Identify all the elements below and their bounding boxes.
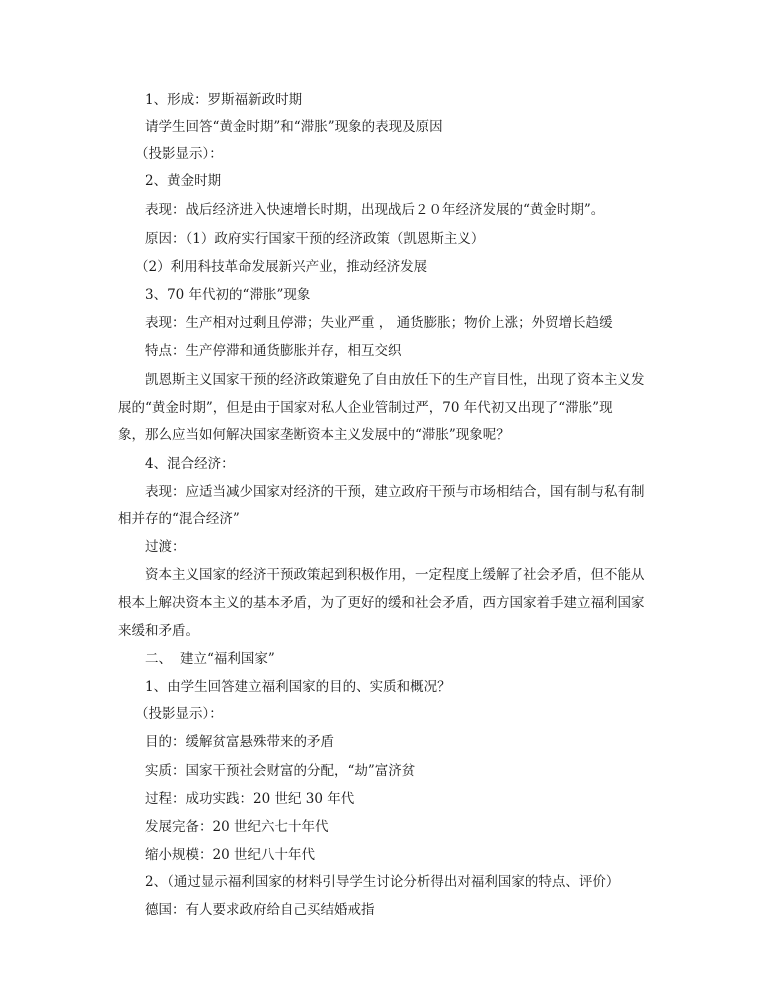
text-line: 发展完备：20 世纪六七十年代	[145, 819, 329, 835]
text-line: 原因：（1）政府实行国家干预的经济政策（凯恩斯主义）	[145, 231, 485, 247]
text-line: （2）利用科技革命发展新兴产业，推动经济发展	[135, 259, 428, 275]
text-line: 请学生回答“黄金时期”和“滞胀”现象的表现及原因	[145, 119, 443, 135]
text-line: 2、（通过显示福利国家的材料引导学生讨论分析得出对福利国家的特点、评价）	[145, 874, 620, 890]
text-line: 过渡：	[145, 539, 186, 555]
text-line: 展的“黄金时期”，但是由于国家对私人企业管制过严，70 年代初又出现了“滞胀”现	[118, 400, 613, 416]
text-line: 2、黄金时期	[145, 173, 222, 189]
text-line: 目的：缓解贫富悬殊带来的矛盾	[145, 734, 334, 750]
text-line: 表现：应适当减少国家对经济的干预，建立政府干预与市场相结合，国有制与私有制	[145, 484, 645, 500]
text-line: 德国：有人要求政府给自己买结婚戒指	[145, 902, 375, 918]
text-line: 实质：国家干预社会财富的分配，“劫”富济贫	[145, 763, 416, 779]
text-line: 根本上解决资本主义的基本矛盾，为了更好的缓和社会矛盾，西方国家着手建立福利国家	[118, 595, 645, 611]
text-line: 表现：战后经济进入快速增长时期，出现战后２０年经济发展的“黄金时期”。	[145, 202, 605, 218]
text-line: 特点：生产停滞和通货膨胀并存，相互交织	[145, 343, 402, 359]
text-line: 相并存的“混合经济”	[118, 511, 240, 527]
text-line: 来缓和矛盾。	[118, 623, 199, 639]
text-line: 4、混合经济：	[145, 456, 235, 472]
text-line: 过程：成功实践：20 世纪 30 年代	[145, 791, 355, 807]
text-line: 表现：生产相对过剩且停滞；失业严重 ， 通货膨胀；物价上涨；外贸增长趋缓	[145, 315, 613, 331]
text-line: 凯恩斯主义国家干预的经济政策避免了自由放任下的生产盲目性，出现了资本主义发	[145, 372, 645, 388]
text-line: （投影显示）：	[135, 706, 223, 722]
text-line: 资本主义国家的经济干预政策起到积极作用，一定程度上缓解了社会矛盾，但不能从	[145, 567, 645, 583]
text-line: （投影显示）：	[135, 146, 223, 162]
text-line: 缩小规模：20 世纪八十年代	[145, 847, 315, 863]
text-line: 1、由学生回答建立福利国家的目的、实质和概况？	[145, 679, 451, 695]
text-line: 象，那么应当如何解决国家垄断资本主义发展中的“滞胀”现象呢？	[118, 427, 510, 443]
section-number: 二、	[145, 651, 172, 667]
text-line: 3、70 年代初的“滞胀”现象	[145, 287, 311, 303]
text-line: 1、形成：罗斯福新政时期	[145, 92, 303, 108]
section-title: 建立“福利国家”	[180, 651, 275, 667]
